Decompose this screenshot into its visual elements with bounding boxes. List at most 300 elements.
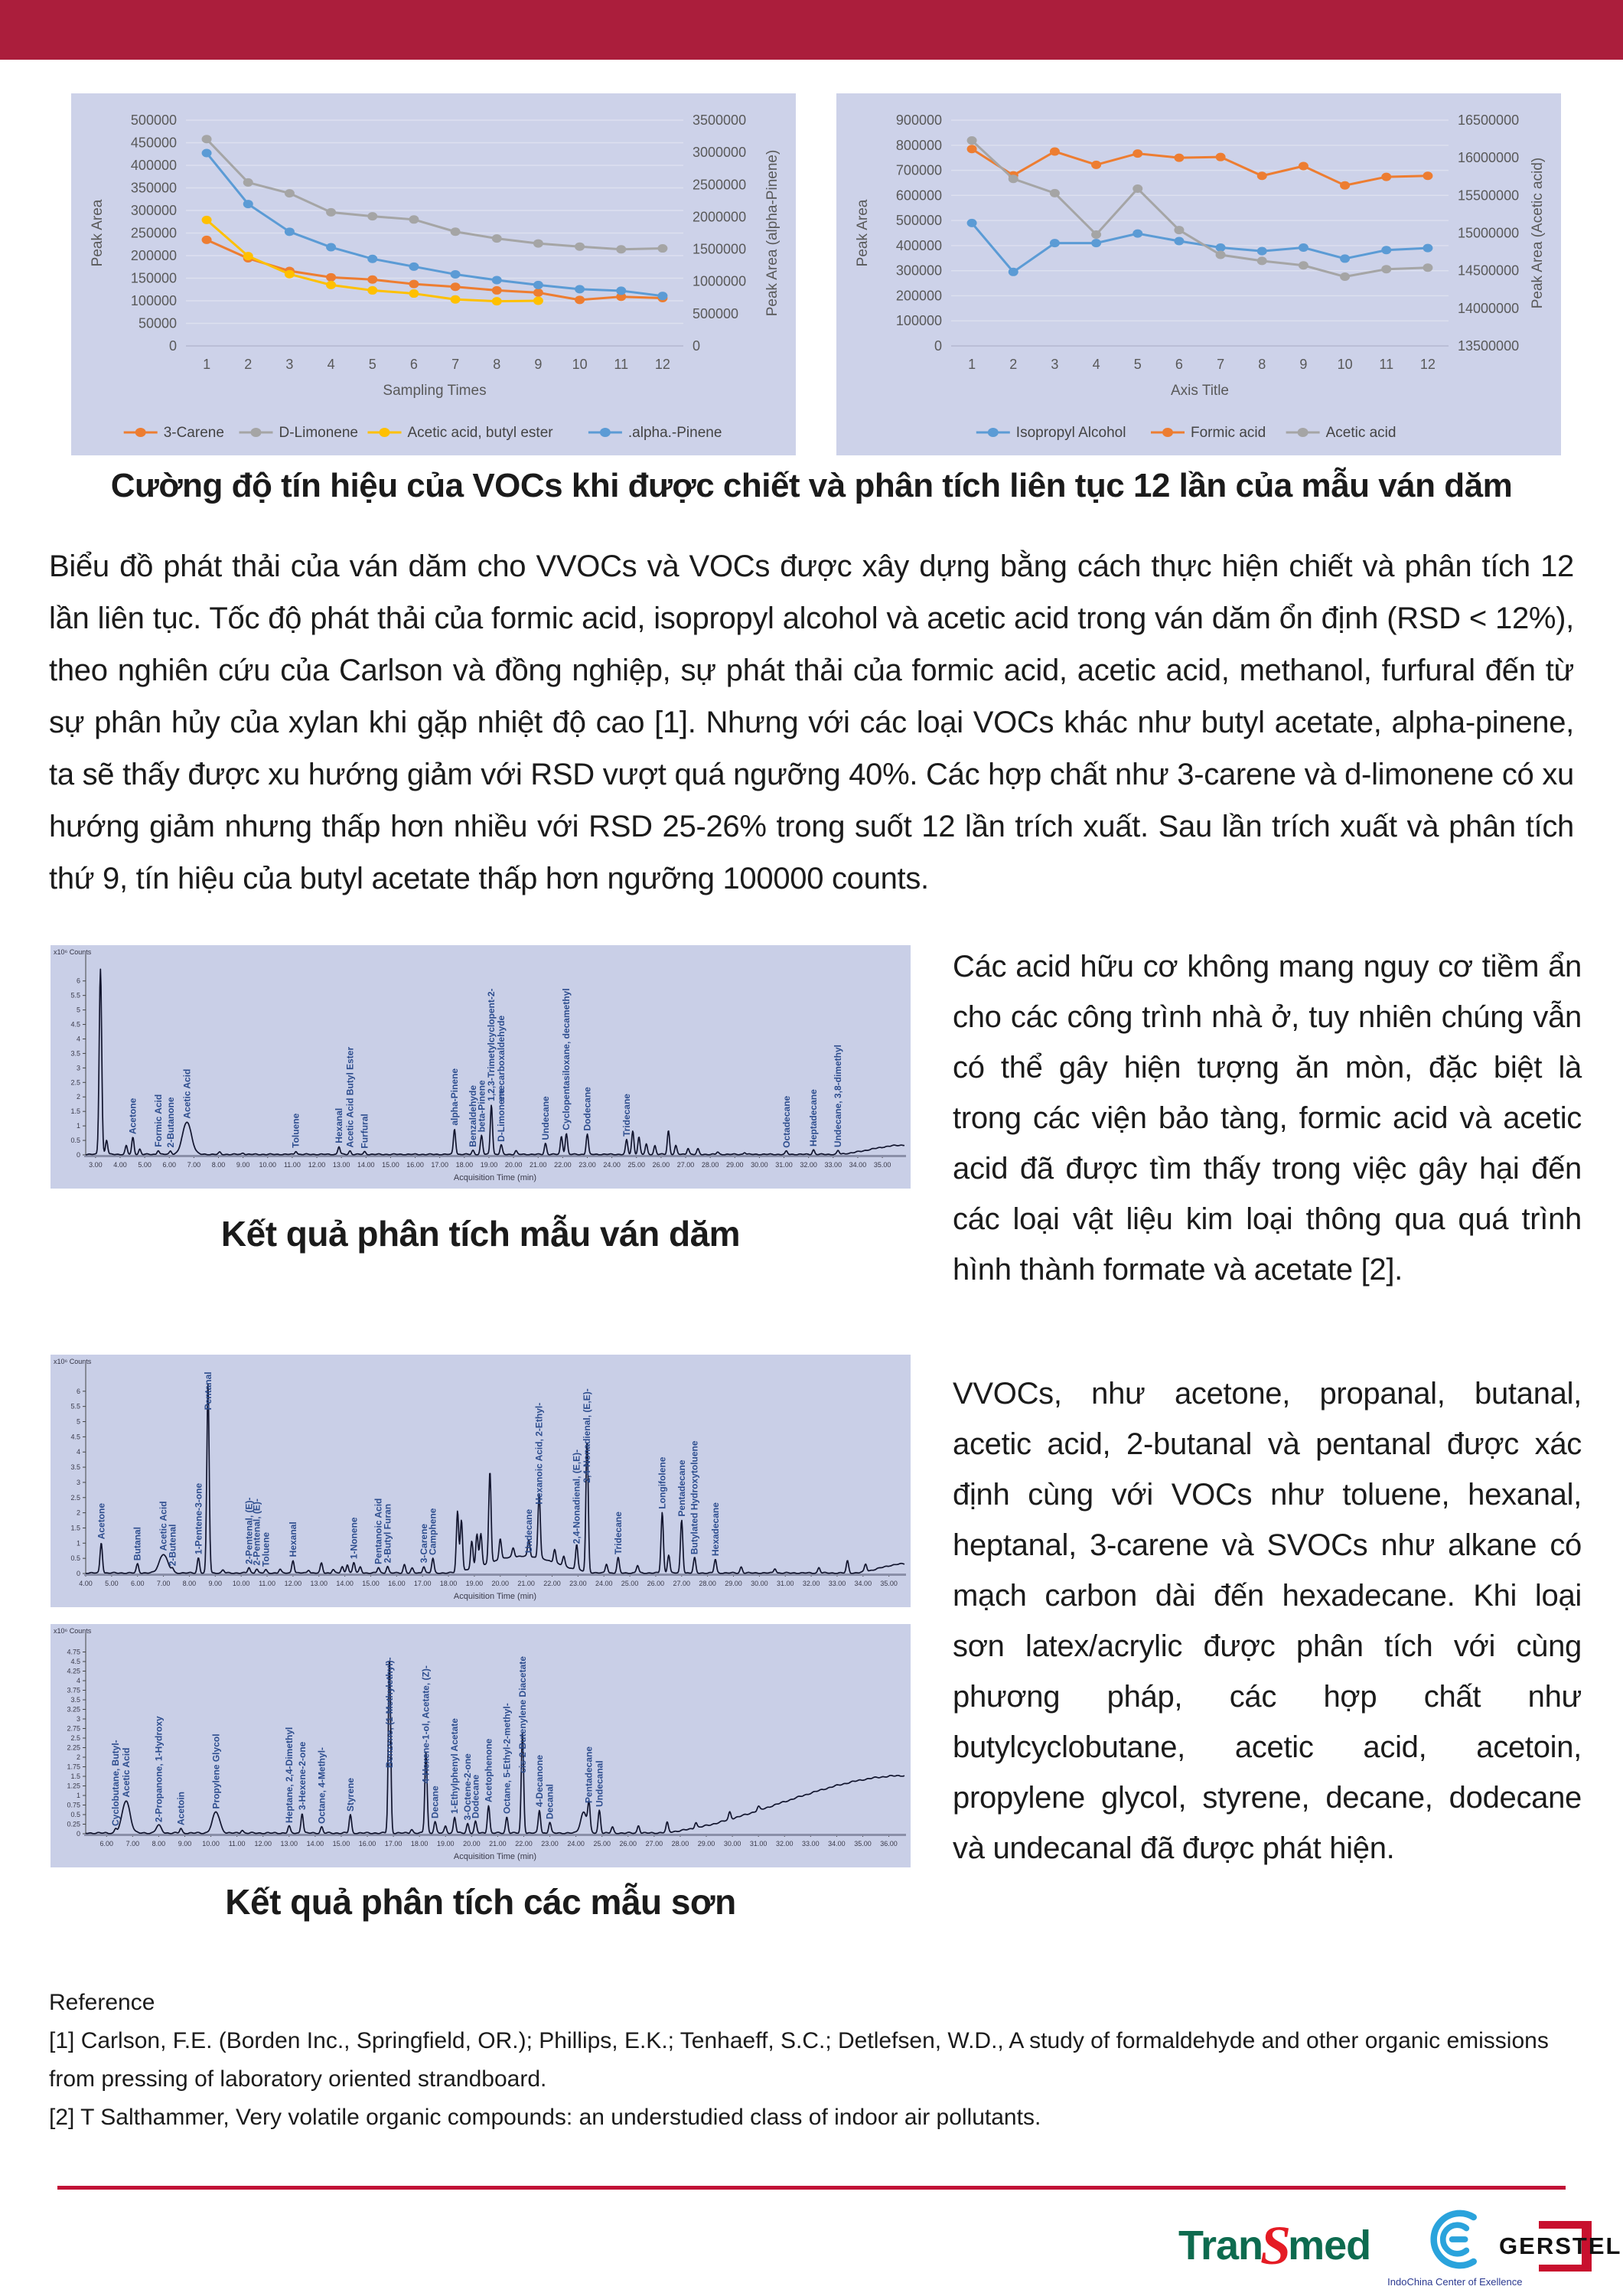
svg-text:Acetic Acid: Acetic Acid xyxy=(120,1747,132,1798)
svg-text:Toluene: Toluene xyxy=(260,1531,272,1567)
svg-text:100000: 100000 xyxy=(130,293,177,308)
svg-text:Octane, 5-Ethyl-2-methyl-: Octane, 5-Ethyl-2-methyl- xyxy=(501,1703,513,1814)
svg-text:2-Propanone, 1-Hydroxy: 2-Propanone, 1-Hydroxy xyxy=(153,1716,165,1822)
svg-text:25.00: 25.00 xyxy=(627,1161,646,1169)
svg-text:5.00: 5.00 xyxy=(138,1161,152,1169)
svg-text:.alpha.-Pinene: .alpha.-Pinene xyxy=(627,425,722,441)
svg-text:33.00: 33.00 xyxy=(802,1840,820,1848)
header-bar xyxy=(0,0,1623,60)
svg-text:Dodecane: Dodecane xyxy=(582,1087,593,1131)
svg-text:0.5: 0.5 xyxy=(70,1137,80,1145)
svg-text:17.00: 17.00 xyxy=(413,1580,432,1587)
svg-text:enecarboxaldehyde: enecarboxaldehyde xyxy=(496,1015,507,1101)
svg-text:3.5: 3.5 xyxy=(70,1696,80,1704)
svg-text:25.00: 25.00 xyxy=(593,1840,611,1848)
svg-text:34.00: 34.00 xyxy=(828,1840,846,1848)
svg-text:0: 0 xyxy=(168,338,177,354)
svg-text:Tridecane: Tridecane xyxy=(612,1512,624,1555)
gerstel-logo: GERSTEL xyxy=(1539,2221,1592,2272)
svg-text:2500000: 2500000 xyxy=(693,177,747,193)
svg-text:Peak Area: Peak Area xyxy=(90,199,106,267)
svg-text:11: 11 xyxy=(614,357,629,372)
svg-text:2.25: 2.25 xyxy=(67,1743,80,1752)
svg-text:12.00: 12.00 xyxy=(308,1161,326,1169)
svg-text:11.00: 11.00 xyxy=(283,1161,301,1169)
svg-text:8.00: 8.00 xyxy=(152,1840,166,1848)
svg-text:4: 4 xyxy=(327,357,335,372)
svg-text:2-Butanone: 2-Butanone xyxy=(165,1097,176,1148)
svg-text:31.00: 31.00 xyxy=(775,1161,793,1169)
svg-text:32.00: 32.00 xyxy=(800,1161,817,1169)
svg-text:6: 6 xyxy=(76,977,80,985)
svg-text:15.00: 15.00 xyxy=(362,1580,380,1587)
svg-text:1: 1 xyxy=(76,1792,80,1799)
svg-text:35.00: 35.00 xyxy=(854,1840,872,1848)
svg-text:4.00: 4.00 xyxy=(113,1161,127,1169)
svg-text:25.00: 25.00 xyxy=(621,1580,639,1587)
svg-text:23.00: 23.00 xyxy=(578,1161,596,1169)
svg-text:0: 0 xyxy=(76,1830,80,1838)
svg-text:2.5: 2.5 xyxy=(70,1078,80,1087)
svg-text:1500000: 1500000 xyxy=(693,241,747,257)
svg-text:4-Hexene-1-ol, Acetate, (Z)-: 4-Hexene-1-ol, Acetate, (Z)- xyxy=(420,1665,432,1784)
svg-text:13.00: 13.00 xyxy=(280,1840,298,1848)
svg-text:9: 9 xyxy=(1299,357,1308,372)
svg-text:beta-Pinene: beta-Pinene xyxy=(476,1080,487,1133)
svg-text:400000: 400000 xyxy=(895,237,942,253)
svg-text:11.00: 11.00 xyxy=(259,1580,275,1587)
svg-text:27.00: 27.00 xyxy=(645,1840,663,1848)
svg-text:5: 5 xyxy=(1133,357,1142,372)
svg-text:29.00: 29.00 xyxy=(726,1161,744,1169)
svg-text:9: 9 xyxy=(534,357,543,372)
svg-text:3: 3 xyxy=(76,1478,80,1486)
svg-text:11: 11 xyxy=(1379,357,1394,372)
svg-text:7.00: 7.00 xyxy=(187,1161,201,1169)
svg-text:1: 1 xyxy=(76,1539,80,1548)
svg-text:9.00: 9.00 xyxy=(178,1840,192,1848)
svg-text:11.00: 11.00 xyxy=(228,1840,246,1848)
svg-text:2: 2 xyxy=(76,1753,80,1761)
svg-text:Hexadecane: Hexadecane xyxy=(709,1502,721,1557)
transmed-logo: TranSmed xyxy=(1178,2215,1371,2276)
svg-text:29.00: 29.00 xyxy=(725,1580,742,1587)
svg-text:12.00: 12.00 xyxy=(284,1580,302,1587)
svg-text:Acetoin: Acetoin xyxy=(175,1791,187,1825)
svg-text:16.00: 16.00 xyxy=(358,1840,376,1848)
svg-text:32.00: 32.00 xyxy=(775,1840,794,1848)
voc-signal-chart-board xyxy=(71,93,796,455)
svg-text:7.00: 7.00 xyxy=(125,1840,140,1848)
svg-text:17.00: 17.00 xyxy=(384,1840,402,1848)
svg-text:28.00: 28.00 xyxy=(699,1580,716,1587)
svg-text:12: 12 xyxy=(654,357,670,372)
transmed-s-mark: S xyxy=(1260,2215,1291,2276)
svg-text:50000: 50000 xyxy=(138,315,177,331)
svg-text:Pentadecane: Pentadecane xyxy=(583,1746,595,1803)
svg-text:1-Ethylphenyl Acetate: 1-Ethylphenyl Acetate xyxy=(449,1718,461,1814)
chromatogram-paint-2 xyxy=(51,1624,911,1867)
svg-text:Acetone: Acetone xyxy=(96,1502,107,1540)
svg-text:Hexanal: Hexanal xyxy=(287,1521,298,1557)
caption-particleboard: Kết quả phân tích mẫu ván dăm xyxy=(220,1214,741,1254)
svg-text:600000: 600000 xyxy=(895,188,942,204)
chromatogram-paint-1 xyxy=(51,1355,911,1607)
ce-circle-icon xyxy=(1422,2204,1488,2275)
svg-text:200000: 200000 xyxy=(895,288,942,304)
svg-text:12.00: 12.00 xyxy=(254,1840,272,1848)
svg-text:15.00: 15.00 xyxy=(332,1840,350,1848)
svg-text:350000: 350000 xyxy=(130,180,177,196)
svg-text:Acetic Acid: Acetic Acid xyxy=(158,1501,169,1551)
svg-text:Acetic acid: Acetic acid xyxy=(1325,425,1396,441)
svg-text:0: 0 xyxy=(76,1151,80,1159)
svg-text:10.00: 10.00 xyxy=(259,1161,277,1169)
svg-text:29.00: 29.00 xyxy=(697,1840,715,1848)
svg-text:Pentanal: Pentanal xyxy=(202,1371,213,1411)
svg-text:4: 4 xyxy=(1092,357,1100,372)
svg-text:x10⁶ Counts: x10⁶ Counts xyxy=(54,1627,92,1635)
svg-text:D-Limonene: D-Limonene xyxy=(496,1088,507,1142)
svg-text:2: 2 xyxy=(1009,357,1018,372)
svg-text:800000: 800000 xyxy=(895,137,942,153)
svg-text:Propylene Glycol: Propylene Glycol xyxy=(210,1733,222,1809)
svg-text:19.00: 19.00 xyxy=(465,1580,484,1587)
svg-text:Acetone: Acetone xyxy=(127,1097,139,1135)
svg-text:Hexanal: Hexanal xyxy=(333,1107,344,1143)
svg-text:3.5: 3.5 xyxy=(70,1049,80,1058)
svg-text:Benzene, (1-Methylethyl)-: Benzene, (1-Methylethyl)- xyxy=(383,1657,395,1768)
svg-text:27.00: 27.00 xyxy=(673,1580,691,1587)
svg-text:Acquisition Time (min): Acquisition Time (min) xyxy=(453,1852,537,1861)
svg-text:34.00: 34.00 xyxy=(849,1161,867,1169)
svg-text:2,4-Nonadienal, (E,E)-: 2,4-Nonadienal, (E,E)- xyxy=(582,1388,593,1483)
svg-text:3.5: 3.5 xyxy=(70,1463,80,1472)
svg-text:21.00: 21.00 xyxy=(517,1580,535,1587)
svg-text:Heptadecane: Heptadecane xyxy=(808,1089,820,1146)
svg-text:13500000: 13500000 xyxy=(1458,338,1520,354)
svg-text:D-Limonene: D-Limonene xyxy=(279,425,358,441)
svg-text:28.00: 28.00 xyxy=(671,1840,689,1848)
svg-text:16000000: 16000000 xyxy=(1458,150,1520,166)
svg-text:2,4-Nonadienal, (E,E)-: 2,4-Nonadienal, (E,E)- xyxy=(571,1449,582,1544)
svg-text:18.00: 18.00 xyxy=(410,1840,429,1848)
svg-text:0: 0 xyxy=(76,1570,80,1577)
svg-text:6: 6 xyxy=(409,357,418,372)
svg-text:6.00: 6.00 xyxy=(99,1840,114,1848)
svg-text:4.5: 4.5 xyxy=(70,1433,80,1441)
svg-text:19.00: 19.00 xyxy=(480,1161,498,1169)
svg-text:7: 7 xyxy=(1217,357,1225,372)
svg-text:23.00: 23.00 xyxy=(569,1580,587,1587)
svg-text:Axis Title: Axis Title xyxy=(1170,383,1230,399)
svg-text:4-Decanone: 4-Decanone xyxy=(533,1754,545,1807)
charts-caption: Cường độ tín hiệu của VOCs khi được chiết và phân tích liên tục 12 lần của mẫu ván dăm xyxy=(110,467,1513,504)
svg-text:x10⁶ Counts: x10⁶ Counts xyxy=(54,948,92,956)
svg-text:2.75: 2.75 xyxy=(67,1724,80,1733)
svg-text:13.00: 13.00 xyxy=(310,1580,328,1587)
svg-text:Formic Acid: Formic Acid xyxy=(152,1094,164,1147)
svg-text:Longifolene: Longifolene xyxy=(657,1456,668,1509)
svg-text:Tridecane: Tridecane xyxy=(621,1094,632,1137)
svg-text:6: 6 xyxy=(1175,357,1183,372)
svg-text:Dodecane: Dodecane xyxy=(470,1774,481,1818)
svg-text:9.00: 9.00 xyxy=(236,1161,250,1169)
svg-text:Decanal: Decanal xyxy=(544,1783,556,1819)
svg-text:150000: 150000 xyxy=(130,270,177,286)
svg-text:26.00: 26.00 xyxy=(652,1161,670,1169)
svg-text:33.00: 33.00 xyxy=(828,1580,846,1587)
svg-text:Formic acid: Formic acid xyxy=(1191,425,1266,441)
svg-text:300000: 300000 xyxy=(895,263,942,279)
svg-text:Peak Area: Peak Area xyxy=(855,199,871,267)
svg-text:3: 3 xyxy=(76,1715,80,1723)
svg-text:3.00: 3.00 xyxy=(89,1161,103,1169)
reference-section xyxy=(49,1984,1574,2137)
svg-text:1: 1 xyxy=(76,1122,80,1130)
svg-text:Octadecane: Octadecane xyxy=(781,1095,792,1148)
svg-text:500000: 500000 xyxy=(130,113,177,128)
svg-text:4.5: 4.5 xyxy=(70,1020,80,1029)
side-text-vvocs: VVOCs, như acetone, propanal, butanal, acetic acid, 2-butanal và pentanal được xác định cùng với VOCs như toluene, hexanal, heptanal, 3-carene và SVOCs như alkane có mạch carbon dài đến hexadecane. Khi loại sơn latex/acrylic được phân tích với cùng phương pháp, các hợp chất như butylcyclobutane, acetic acid, acetoin, propylene glycol, styrene, decane, dodecane và undecanal đã được phát hiện. xyxy=(953,1377,1582,1865)
svg-text:Decane: Decane xyxy=(429,1786,441,1818)
svg-text:16.00: 16.00 xyxy=(388,1580,406,1587)
svg-text:3: 3 xyxy=(285,357,294,372)
svg-text:alpha-Pinene: alpha-Pinene xyxy=(448,1068,460,1126)
svg-text:Heptane, 2,4-Dimethyl: Heptane, 2,4-Dimethyl xyxy=(283,1727,295,1823)
svg-text:250000: 250000 xyxy=(130,225,177,241)
svg-text:1,2,3-Trimetylcyclopent-2-: 1,2,3-Trimetylcyclopent-2- xyxy=(486,988,497,1101)
svg-text:Undecane: Undecane xyxy=(523,1508,535,1554)
svg-text:900000: 900000 xyxy=(895,113,942,128)
svg-text:14.00: 14.00 xyxy=(306,1840,324,1848)
svg-text:10: 10 xyxy=(572,357,588,372)
svg-text:200000: 200000 xyxy=(130,248,177,263)
svg-text:20.00: 20.00 xyxy=(504,1161,523,1169)
svg-text:2-Pentenal, (E)-: 2-Pentenal, (E)- xyxy=(251,1499,262,1566)
svg-text:10: 10 xyxy=(1337,357,1353,372)
footer-logos xyxy=(1178,2198,1622,2294)
svg-text:Peak Area (alpha-Pinene): Peak Area (alpha-Pinene) xyxy=(764,149,781,317)
chromatogram-svg-paint-1 xyxy=(51,1355,911,1607)
svg-text:16500000: 16500000 xyxy=(1458,113,1520,128)
svg-text:17.00: 17.00 xyxy=(431,1161,448,1169)
svg-text:2: 2 xyxy=(76,1093,80,1101)
svg-text:Acetophenone: Acetophenone xyxy=(483,1738,494,1802)
svg-text:2: 2 xyxy=(76,1508,80,1517)
svg-text:Peak Area (Acetic acid): Peak Area (Acetic acid) xyxy=(1530,157,1546,309)
svg-text:Pentanoic Acid: Pentanoic Acid xyxy=(373,1498,384,1564)
svg-text:2-Butyl Furan: 2-Butyl Furan xyxy=(382,1503,393,1564)
svg-text:4: 4 xyxy=(76,1448,80,1456)
svg-text:13.00: 13.00 xyxy=(332,1161,350,1169)
svg-text:30.00: 30.00 xyxy=(751,1580,768,1587)
footer-divider xyxy=(57,2186,1566,2190)
svg-text:10.00: 10.00 xyxy=(232,1580,250,1587)
svg-text:20.00: 20.00 xyxy=(463,1840,481,1848)
svg-text:24.00: 24.00 xyxy=(567,1840,585,1848)
voc-signal-chart-acids xyxy=(836,93,1561,455)
svg-text:14.00: 14.00 xyxy=(357,1161,375,1169)
svg-text:24.00: 24.00 xyxy=(595,1580,613,1587)
svg-text:Cyclopentasiloxane, decamethyl: Cyclopentasiloxane, decamethyl xyxy=(561,988,572,1130)
svg-text:6.00: 6.00 xyxy=(130,1580,145,1587)
svg-text:Acetic Acid: Acetic Acid xyxy=(181,1068,193,1119)
svg-text:22.00: 22.00 xyxy=(554,1161,572,1169)
svg-text:1-Nonene: 1-Nonene xyxy=(348,1517,360,1560)
svg-text:14.00: 14.00 xyxy=(336,1580,354,1587)
svg-text:3-Hexene-2-one: 3-Hexene-2-one xyxy=(296,1741,308,1810)
svg-text:4: 4 xyxy=(76,1035,80,1043)
svg-text:18.00: 18.00 xyxy=(455,1161,474,1169)
svg-text:2000000: 2000000 xyxy=(693,209,747,225)
svg-text:35.00: 35.00 xyxy=(873,1161,891,1169)
svg-text:Butylated Hydroxytoluene: Butylated Hydroxytoluene xyxy=(689,1440,700,1555)
svg-text:6: 6 xyxy=(76,1387,80,1395)
svg-text:21.00: 21.00 xyxy=(489,1840,507,1848)
svg-text:3: 3 xyxy=(76,1064,80,1072)
svg-text:1: 1 xyxy=(968,357,976,372)
svg-text:500000: 500000 xyxy=(693,305,739,321)
svg-text:x10⁶ Counts: x10⁶ Counts xyxy=(54,1358,92,1365)
svg-text:4.00: 4.00 xyxy=(79,1580,93,1587)
svg-text:33.00: 33.00 xyxy=(824,1161,842,1169)
svg-text:400000: 400000 xyxy=(130,158,177,173)
reference-item: [1] Carlson, F.E. (Borden Inc., Springfield, OR.); Phillips, E.K.; Tenhaeff, S.C.; Detlefsen, W.D., A study of formaldehyde and other organic emissions from pressing of laboratory oriented strandboard. xyxy=(49,2028,1549,2092)
svg-text:8: 8 xyxy=(493,357,501,372)
svg-text:4.75: 4.75 xyxy=(67,1648,80,1656)
svg-text:Camphene: Camphene xyxy=(427,1508,438,1555)
svg-text:8.00: 8.00 xyxy=(211,1161,226,1169)
svg-text:3-Carene: 3-Carene xyxy=(163,425,224,441)
svg-text:15.00: 15.00 xyxy=(382,1161,399,1169)
svg-text:3-Octene-2-one: 3-Octene-2-one xyxy=(462,1753,474,1821)
svg-text:0: 0 xyxy=(693,338,701,354)
svg-text:26.00: 26.00 xyxy=(619,1840,637,1848)
svg-text:Toluene: Toluene xyxy=(290,1113,301,1148)
svg-text:7.00: 7.00 xyxy=(156,1580,171,1587)
svg-text:1000000: 1000000 xyxy=(693,273,747,289)
reference-title: Reference xyxy=(49,1990,155,2015)
svg-text:6.00: 6.00 xyxy=(162,1161,177,1169)
svg-text:0.75: 0.75 xyxy=(67,1801,80,1809)
svg-text:24.00: 24.00 xyxy=(603,1161,621,1169)
svg-text:3: 3 xyxy=(1051,357,1059,372)
reference-item: [2] T Salthammer, Very volatile organic compounds: an understudied class of indoor air pollutants. xyxy=(49,2105,1041,2130)
svg-text:Acetic acid, butyl ester: Acetic acid, butyl ester xyxy=(407,425,553,441)
svg-text:100000: 100000 xyxy=(895,313,942,329)
svg-text:3500000: 3500000 xyxy=(693,113,747,128)
svg-text:1.5: 1.5 xyxy=(70,1773,80,1780)
svg-text:2.5: 2.5 xyxy=(70,1734,80,1742)
svg-text:18.00: 18.00 xyxy=(439,1580,458,1587)
svg-text:16.00: 16.00 xyxy=(406,1161,424,1169)
svg-text:21.00: 21.00 xyxy=(529,1161,547,1169)
svg-text:5: 5 xyxy=(368,357,376,372)
ce-caption: IndoChina Center of Exellence xyxy=(1387,2276,1523,2288)
svg-text:20.00: 20.00 xyxy=(491,1580,510,1587)
svg-text:22.00: 22.00 xyxy=(543,1580,561,1587)
svg-text:1-Pentene-3-one: 1-Pentene-3-one xyxy=(193,1482,204,1555)
svg-text:Benzaldehyde: Benzaldehyde xyxy=(468,1084,479,1147)
svg-text:34.00: 34.00 xyxy=(854,1580,872,1587)
svg-text:700000: 700000 xyxy=(895,162,942,178)
svg-text:Butanal: Butanal xyxy=(132,1527,143,1561)
svg-text:1.5: 1.5 xyxy=(70,1107,80,1116)
svg-text:8: 8 xyxy=(1258,357,1266,372)
svg-text:1.75: 1.75 xyxy=(67,1763,80,1771)
svg-text:36.00: 36.00 xyxy=(880,1840,898,1848)
svg-text:cis-2-Butenylene Diacetate: cis-2-Butenylene Diacetate xyxy=(517,1656,528,1773)
svg-text:2-Butenal: 2-Butenal xyxy=(167,1524,178,1567)
svg-text:500000: 500000 xyxy=(895,213,942,229)
svg-text:31.00: 31.00 xyxy=(776,1580,794,1587)
svg-text:23.00: 23.00 xyxy=(541,1840,559,1848)
svg-text:4.5: 4.5 xyxy=(70,1658,80,1665)
svg-text:3-Carene: 3-Carene xyxy=(418,1523,429,1564)
svg-text:4: 4 xyxy=(76,1677,80,1684)
svg-text:8.00: 8.00 xyxy=(182,1580,197,1587)
svg-text:19.00: 19.00 xyxy=(436,1840,455,1848)
svg-text:300000: 300000 xyxy=(130,203,177,218)
svg-text:30.00: 30.00 xyxy=(751,1161,768,1169)
svg-text:3000000: 3000000 xyxy=(693,145,747,161)
svg-text:2-Pentenal, (E)-: 2-Pentenal, (E)- xyxy=(243,1497,255,1564)
svg-text:Undecanal: Undecanal xyxy=(594,1760,605,1807)
svg-text:15500000: 15500000 xyxy=(1458,188,1520,204)
svg-text:7: 7 xyxy=(451,357,460,372)
svg-text:1.25: 1.25 xyxy=(67,1782,80,1790)
svg-text:0.25: 0.25 xyxy=(67,1820,80,1828)
svg-text:0.5: 0.5 xyxy=(70,1554,80,1563)
svg-text:Styrene: Styrene xyxy=(344,1777,356,1812)
svg-text:27.00: 27.00 xyxy=(676,1161,695,1169)
svg-text:14500000: 14500000 xyxy=(1458,263,1520,279)
svg-text:5.00: 5.00 xyxy=(105,1580,119,1587)
svg-text:Acquisition Time (min): Acquisition Time (min) xyxy=(453,1173,537,1182)
side-text-acids: Các acid hữu cơ không mang nguy cơ tiềm ẩn cho các công trình nhà ở, tuy nhiên chúng vẫn có thể gây hiện tượng ăn mòn, đặc biệt là trong các viện bảo tàng, formic acid và acetic acid đã được tìm thấy trong việc gây hại đến các loại vật liệu kim loại thông qua quá trình hình thành formate và acetate [2]. xyxy=(953,950,1582,1287)
svg-text:3.75: 3.75 xyxy=(67,1686,80,1694)
line-chart-svg-right xyxy=(836,93,1561,455)
svg-text:30.00: 30.00 xyxy=(723,1840,741,1848)
chromatogram-svg-particleboard xyxy=(51,945,911,1189)
svg-text:5: 5 xyxy=(76,1006,80,1014)
line-chart-svg-left xyxy=(71,93,796,455)
svg-text:31.00: 31.00 xyxy=(749,1840,768,1848)
chromatogram-svg-paint-2 xyxy=(51,1624,911,1867)
svg-text:Furfural: Furfural xyxy=(359,1114,370,1149)
chromatogram-particleboard xyxy=(51,945,911,1189)
svg-text:2: 2 xyxy=(244,357,253,372)
svg-text:32.00: 32.00 xyxy=(802,1580,820,1587)
svg-text:1.5: 1.5 xyxy=(70,1524,80,1532)
svg-text:2.5: 2.5 xyxy=(70,1493,80,1502)
svg-text:Octane, 4-Methyl-: Octane, 4-Methyl- xyxy=(316,1746,328,1824)
svg-text:3.25: 3.25 xyxy=(67,1705,80,1714)
svg-text:14000000: 14000000 xyxy=(1458,300,1520,316)
svg-text:1: 1 xyxy=(203,357,211,372)
svg-text:9.00: 9.00 xyxy=(208,1580,223,1587)
svg-text:Sampling Times: Sampling Times xyxy=(383,383,487,399)
svg-text:4.25: 4.25 xyxy=(67,1667,80,1675)
caption-paints: Kết quả phân tích các mẫu sơn xyxy=(225,1882,736,1922)
svg-text:5.5: 5.5 xyxy=(70,1402,80,1411)
svg-text:Isopropyl Alcohol: Isopropyl Alcohol xyxy=(1015,425,1126,441)
svg-text:0.5: 0.5 xyxy=(70,1811,80,1818)
svg-text:Acquisition Time (min): Acquisition Time (min) xyxy=(453,1592,537,1601)
svg-text:Cyclobutane, Butyl-: Cyclobutane, Butyl- xyxy=(110,1740,122,1826)
svg-text:Undecane: Undecane xyxy=(539,1096,551,1140)
